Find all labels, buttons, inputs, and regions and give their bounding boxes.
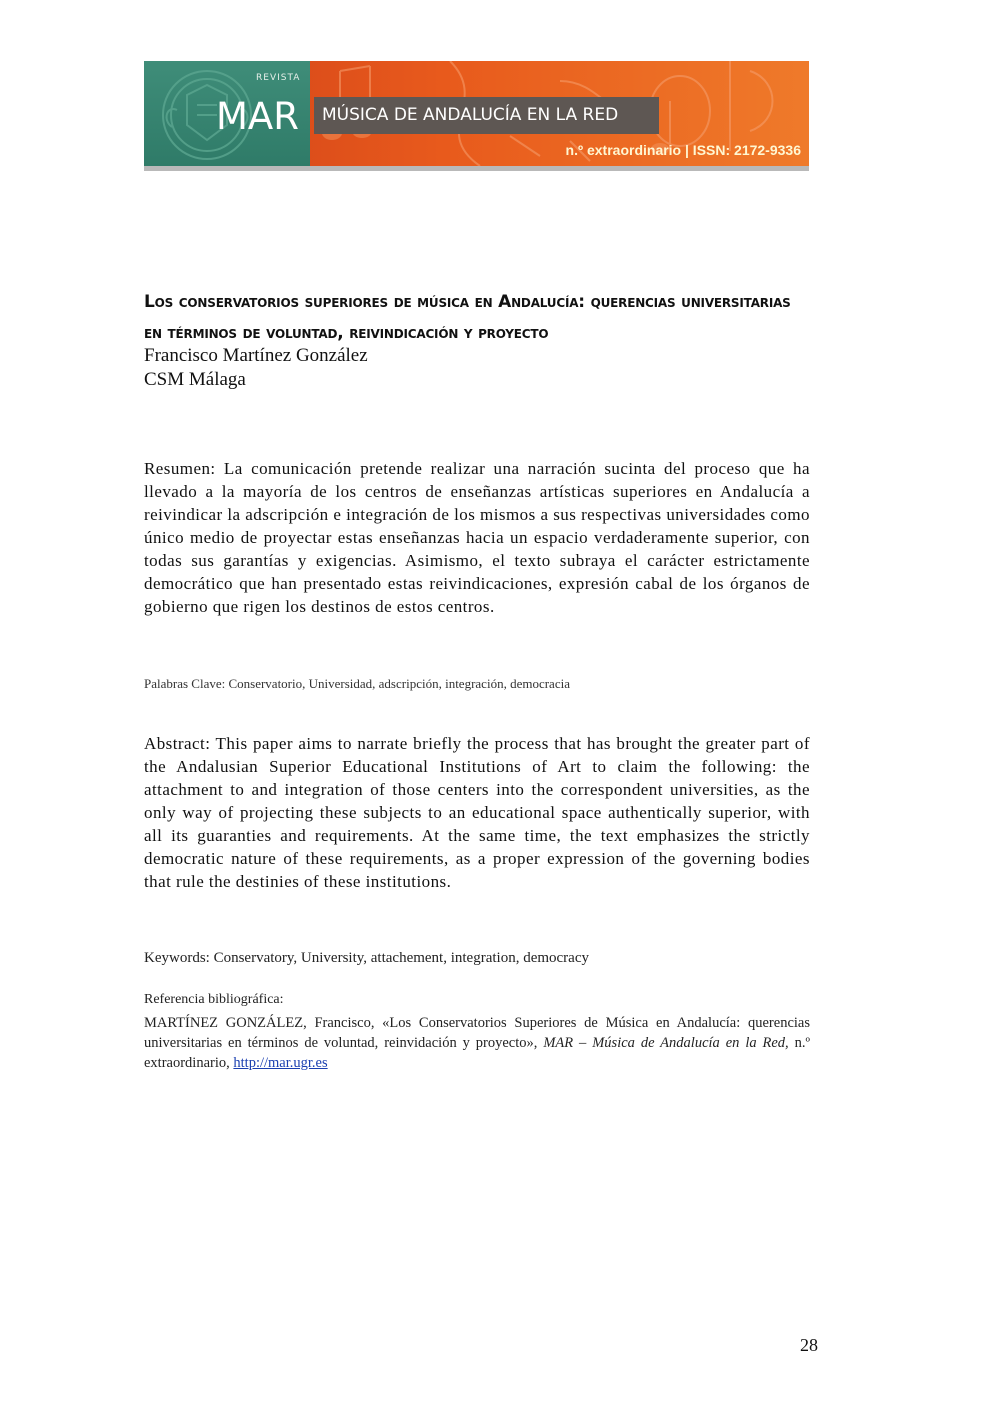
- article-author: Francisco Martínez González: [144, 345, 368, 366]
- abstract-spanish: Resumen: La comunicación pretende realizar una narración sucinta del proceso que ha llevado a la mayoría de los centros de enseñanzas artísticas superiores en Andalucía a reivindicar la adscripción e integración de los mismos a sus respectivas universidades como único medio de proyectar estas enseñanzas hacia un espacio verdaderamente superior, con todas sus garantías y exigencias. Asimismo, el texto subraya el carácter estrictamente democrático que han presentado estas reivindicaciones, expresión cabal de los órganos de gobierno que rigen los destinos de estos centros.: [144, 459, 810, 616]
- journal-banner: [144, 61, 809, 171]
- banner-divider: [144, 166, 809, 171]
- keywords-english: Keywords: Conservatory, University, attachement, integration, democracy: [144, 950, 589, 966]
- article-title: Los conservatorios superiores de música en Andalucía: querencias universitarias en términos de voluntad, reivindicación y proyecto: [144, 292, 791, 343]
- banner-title-box: [314, 97, 659, 134]
- reference-text: [144, 1013, 810, 1073]
- article-affiliation: CSM Málaga: [144, 369, 246, 390]
- reference-label: Referencia bibliográfica:: [144, 992, 284, 1007]
- reference-text-part-1: MARTÍNEZ GONZÁLEZ, Francisco, «Los Conservatorios Superiores de Música en Andalucía: querencias universitarias en términos de voluntad, reinvidación y proyecto»,: [144, 1015, 810, 1051]
- banner-revista-label: REVISTA: [256, 73, 301, 83]
- reference-link[interactable]: http://mar.ugr.es: [233, 1055, 328, 1071]
- banner-title: MÚSICA DE ANDALUCÍA EN LA RED: [322, 105, 619, 125]
- banner-mar-logo: MAR: [216, 95, 299, 138]
- banner-logo-area: [144, 61, 310, 166]
- abstract-english: Abstract: This paper aims to narrate briefly the process that has brought the greater part of the Andalusian Superior Educational Institutions of Art to claim the following: the attachment to and integration of those centers into the correspondent universities, as the only way of projecting these subjects to an educational space authentically superior, with all its guaranties and requirements. At the same time, the text emphasizes the strictly democratic nature of these requirements, as a proper expression of the governing bodies that rule the destinies of these institutions.: [144, 734, 810, 891]
- reference-journal: MAR – Música de Andalucía en la Red,: [543, 1035, 789, 1051]
- keywords-spanish: Palabras Clave: Conservatorio, Universidad, adscripción, integración, democracia: [144, 676, 570, 691]
- reference-text-part-2: n.º extraordinario,: [144, 1035, 810, 1071]
- page-number: 28: [800, 1335, 818, 1355]
- banner-issn: n.º extraordinario | ISSN: 2172-9336: [565, 142, 801, 158]
